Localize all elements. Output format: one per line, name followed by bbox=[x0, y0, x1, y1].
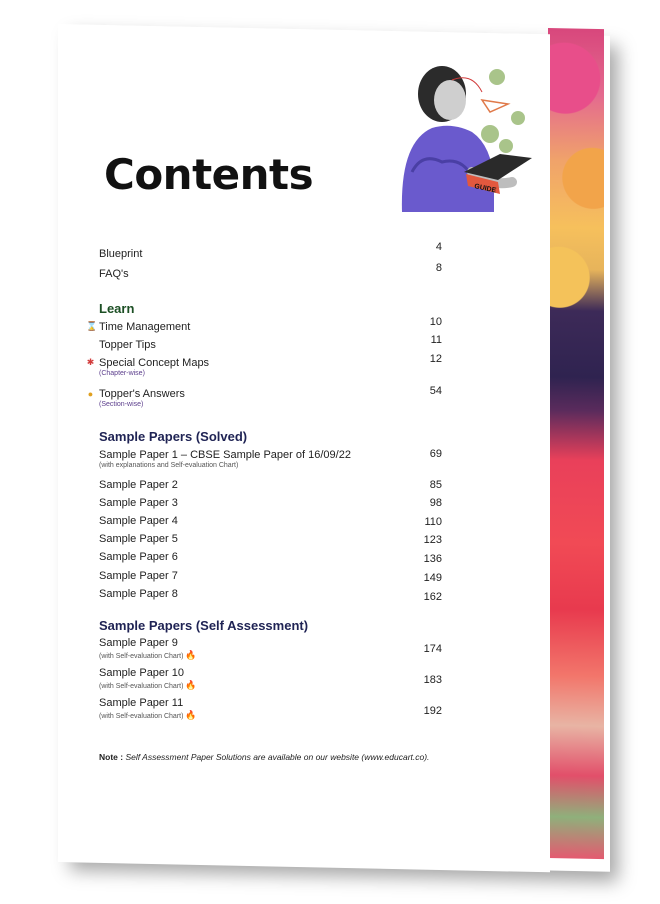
entry-label: Sample Paper 4 bbox=[99, 515, 178, 527]
toc-entry-sample-paper-4[interactable] bbox=[99, 515, 178, 527]
page-number: 85 bbox=[429, 479, 442, 491]
page-number: 11 bbox=[430, 334, 442, 346]
page-number: 98 bbox=[429, 497, 442, 509]
toc-entry-special-concept-maps[interactable] bbox=[99, 357, 209, 377]
entry-label: Sample Paper 6 bbox=[99, 551, 178, 563]
page-number: 149 bbox=[423, 572, 442, 584]
toc-entry-sample-paper-3[interactable] bbox=[99, 497, 178, 509]
page-number: 123 bbox=[423, 534, 442, 546]
entry-label: Sample Paper 2 bbox=[99, 479, 178, 491]
toc-entry-sample-paper-1[interactable] bbox=[99, 449, 351, 469]
entry-label: Sample Paper 7 bbox=[99, 570, 178, 582]
page-title: Contents bbox=[104, 150, 314, 199]
page-number: 54 bbox=[429, 385, 442, 397]
toc-entry-sample-paper-8[interactable] bbox=[99, 588, 178, 600]
page-number: 69 bbox=[429, 448, 442, 460]
toc-entry-sample-paper-10[interactable] bbox=[99, 667, 197, 691]
entry-label: FAQ's bbox=[99, 268, 129, 280]
student-reading-illustration bbox=[382, 62, 542, 212]
page-number: 162 bbox=[423, 591, 442, 603]
page-number: 183 bbox=[423, 674, 442, 686]
fire-icon: 🔥 bbox=[185, 650, 197, 660]
section-heading-learn: Learn bbox=[99, 301, 135, 316]
footer-note bbox=[99, 752, 519, 762]
page-number: 136 bbox=[423, 553, 442, 565]
toc-entry-topper-tips[interactable] bbox=[99, 339, 156, 351]
page-number: 192 bbox=[423, 705, 442, 717]
note-prefix: Note : bbox=[99, 752, 124, 762]
toc-entry-sample-paper-6[interactable] bbox=[99, 551, 178, 563]
entry-label: Sample Paper 8 bbox=[99, 588, 178, 600]
entry-sublabel: (with Self-evaluation Chart) 🔥 bbox=[99, 710, 197, 720]
entry-sublabel: (with Self-evaluation Chart) 🔥 bbox=[99, 680, 197, 690]
decorative-color-strip bbox=[548, 28, 604, 859]
entry-sublabel: (with explanations and Self-evaluation Chart) bbox=[99, 462, 239, 469]
entry-sublabel: (with Self-evaluation Chart) 🔥 bbox=[99, 650, 197, 660]
entry-label: Special Concept Maps bbox=[99, 357, 210, 369]
toc-entry-toppers-answers[interactable] bbox=[99, 388, 185, 408]
toc-entry-sample-paper-5[interactable] bbox=[99, 533, 178, 545]
page-number: 8 bbox=[435, 262, 442, 274]
note-text: Self Assessment Paper Solutions are available on our website (www.educart.co). bbox=[125, 752, 430, 762]
entry-label: Time Management bbox=[99, 321, 191, 333]
toc-entry-sample-paper-11[interactable] bbox=[99, 697, 197, 721]
entry-sublabel: (Section-wise) bbox=[99, 401, 144, 408]
entry-label: Sample Paper 9 bbox=[99, 637, 178, 649]
fire-icon: 🔥 bbox=[185, 680, 197, 690]
entry-label: Blueprint bbox=[99, 248, 143, 260]
page-number: 4 bbox=[435, 241, 442, 253]
page-number: 110 bbox=[424, 516, 442, 528]
toc-entry-time-management[interactable] bbox=[99, 321, 190, 333]
entry-label: Topper's Answers bbox=[99, 388, 185, 400]
entry-label: Topper Tips bbox=[99, 339, 156, 351]
entry-label: Sample Paper 11 bbox=[99, 697, 184, 709]
entry-label: Sample Paper 10 bbox=[99, 667, 184, 679]
entry-label: Sample Paper 3 bbox=[99, 497, 178, 509]
medal-icon: ● bbox=[87, 389, 94, 399]
toc-entry-sample-paper-2[interactable] bbox=[99, 479, 178, 491]
toc-entry-blueprint[interactable] bbox=[99, 248, 142, 260]
toc-entry-sample-paper-9[interactable] bbox=[99, 637, 197, 661]
entry-sublabel: (Chapter-wise) bbox=[99, 370, 145, 377]
fire-icon: 🔥 bbox=[185, 710, 197, 720]
hourglass-icon: ⌛ bbox=[86, 321, 98, 331]
entry-label: Sample Paper 1 – CBSE Sample Paper of 16/09/22 bbox=[99, 449, 351, 461]
entry-label: Sample Paper 5 bbox=[99, 533, 178, 545]
book-cover-text: GUIDE bbox=[473, 183, 497, 195]
toc-entry-faqs[interactable] bbox=[99, 268, 129, 280]
section-heading-solved: Sample Papers (Solved) bbox=[99, 429, 248, 444]
page-number: 174 bbox=[423, 643, 442, 655]
toc-entry-sample-paper-7[interactable] bbox=[99, 570, 178, 582]
section-heading-self-assessment: Sample Papers (Self Assessment) bbox=[99, 618, 309, 633]
concept-map-icon: ✱ bbox=[86, 357, 95, 367]
page-number: 10 bbox=[429, 316, 442, 328]
page-number: 12 bbox=[429, 353, 442, 365]
